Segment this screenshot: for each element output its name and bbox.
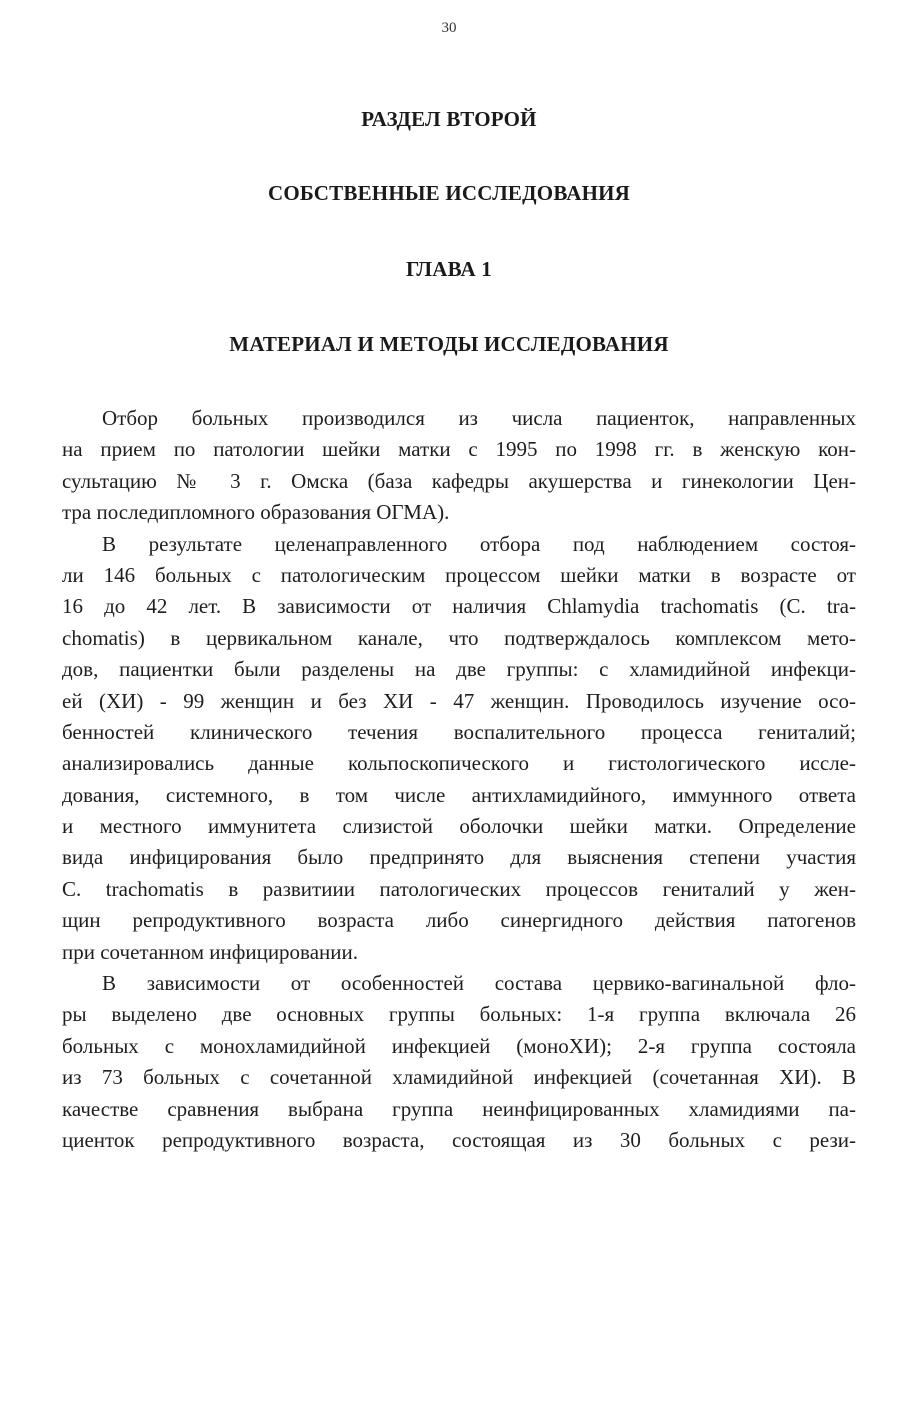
paragraph-2-line: анализировались данные кольпоскопического и гистологического иссле-: [62, 751, 856, 776]
paragraph-2-line: щин репродуктивного возраста либо синергидного действия патогенов: [62, 908, 856, 933]
chapter-title: МАТЕРИАЛ И МЕТОДЫ ИССЛЕДОВАНИЯ: [229, 332, 669, 356]
paragraph-1-line: Отбор больных производился из числа пациенток, направленных: [102, 406, 856, 430]
paragraph-2-line: ей (ХИ) - 99 женщин и без ХИ - 47 женщин. Проводилось изучение осо-: [62, 688, 856, 713]
paragraph-2-line: C. trachomatis в развитиии патологических процессов гениталий у жен-: [62, 876, 856, 901]
paragraph-1-line: тра последипломного образования ОГМА).: [62, 500, 450, 525]
paragraph-2-line: при сочетанном инфицировании.: [62, 939, 358, 964]
paragraph-2-line: и местного иммунитета слизистой оболочки шейки матки. Определение: [62, 814, 856, 839]
paragraph-3-line: В зависимости от особенностей состава цервико-вагинальной фло-: [102, 971, 856, 996]
paragraph-2-line: chomatis) в цервикальном канале, что подтверждалось комплексом мето-: [62, 625, 856, 650]
paragraph-2-line: В результате целенаправленного отбора под наблюдением состоя-: [102, 531, 856, 556]
chapter-heading: ГЛАВА 1: [405, 257, 492, 281]
paragraph-2-line: 16 до 42 лет. В зависимости от наличия Chlamydia trachomatis (C. tra-: [62, 594, 856, 619]
paragraph-1-line: на прием по патологии шейки матки с 1995 по 1998 гг. в женскую кон-: [62, 437, 856, 462]
paragraph-3-line: больных с монохламидийной инфекцией (моноХИ); 2-я группа состояла: [62, 1033, 856, 1058]
paragraph-3-line: из 73 больных с сочетанной хламидийной инфекцией (сочетанная ХИ). В: [62, 1065, 856, 1090]
body-text: [62, 403, 856, 1156]
paragraph-3-line: ры выделено две основных группы больных: 1-я группа включала 26: [62, 1002, 856, 1027]
part-heading: СОБСТВЕННЫЕ ИССЛЕДОВАНИЯ: [267, 181, 631, 205]
paragraph-3-line: качестве сравнения выбрана группа неинфицированных хламидиями па-: [62, 1096, 856, 1121]
paragraph-2-line: дования, системного, в том числе антихламидийного, иммунного ответа: [62, 782, 856, 807]
page-number: 30: [441, 20, 457, 36]
paragraph-2-line: дов, пациентки были разделены на две группы: с хламидийной инфекци-: [62, 657, 856, 682]
paragraph-2-line: вида инфицирования было предпринято для выяснения степени участия: [62, 845, 856, 870]
paragraph-3-line: циенток репродуктивного возраста, состоящая из 30 больных с рези-: [62, 1127, 856, 1152]
paragraph-1-line: сультацию № 3 г. Омска (база кафедры акушерства и гинекологии Цен-: [62, 468, 856, 493]
paragraph-2-line: бенностей клинического течения воспалительного процесса гениталий;: [62, 719, 856, 744]
paragraph-2-line: ли 146 больных с патологическим процессом шейки матки в возрасте от: [62, 562, 856, 587]
section-heading: РАЗДЕЛ ВТОРОЙ: [361, 107, 537, 131]
